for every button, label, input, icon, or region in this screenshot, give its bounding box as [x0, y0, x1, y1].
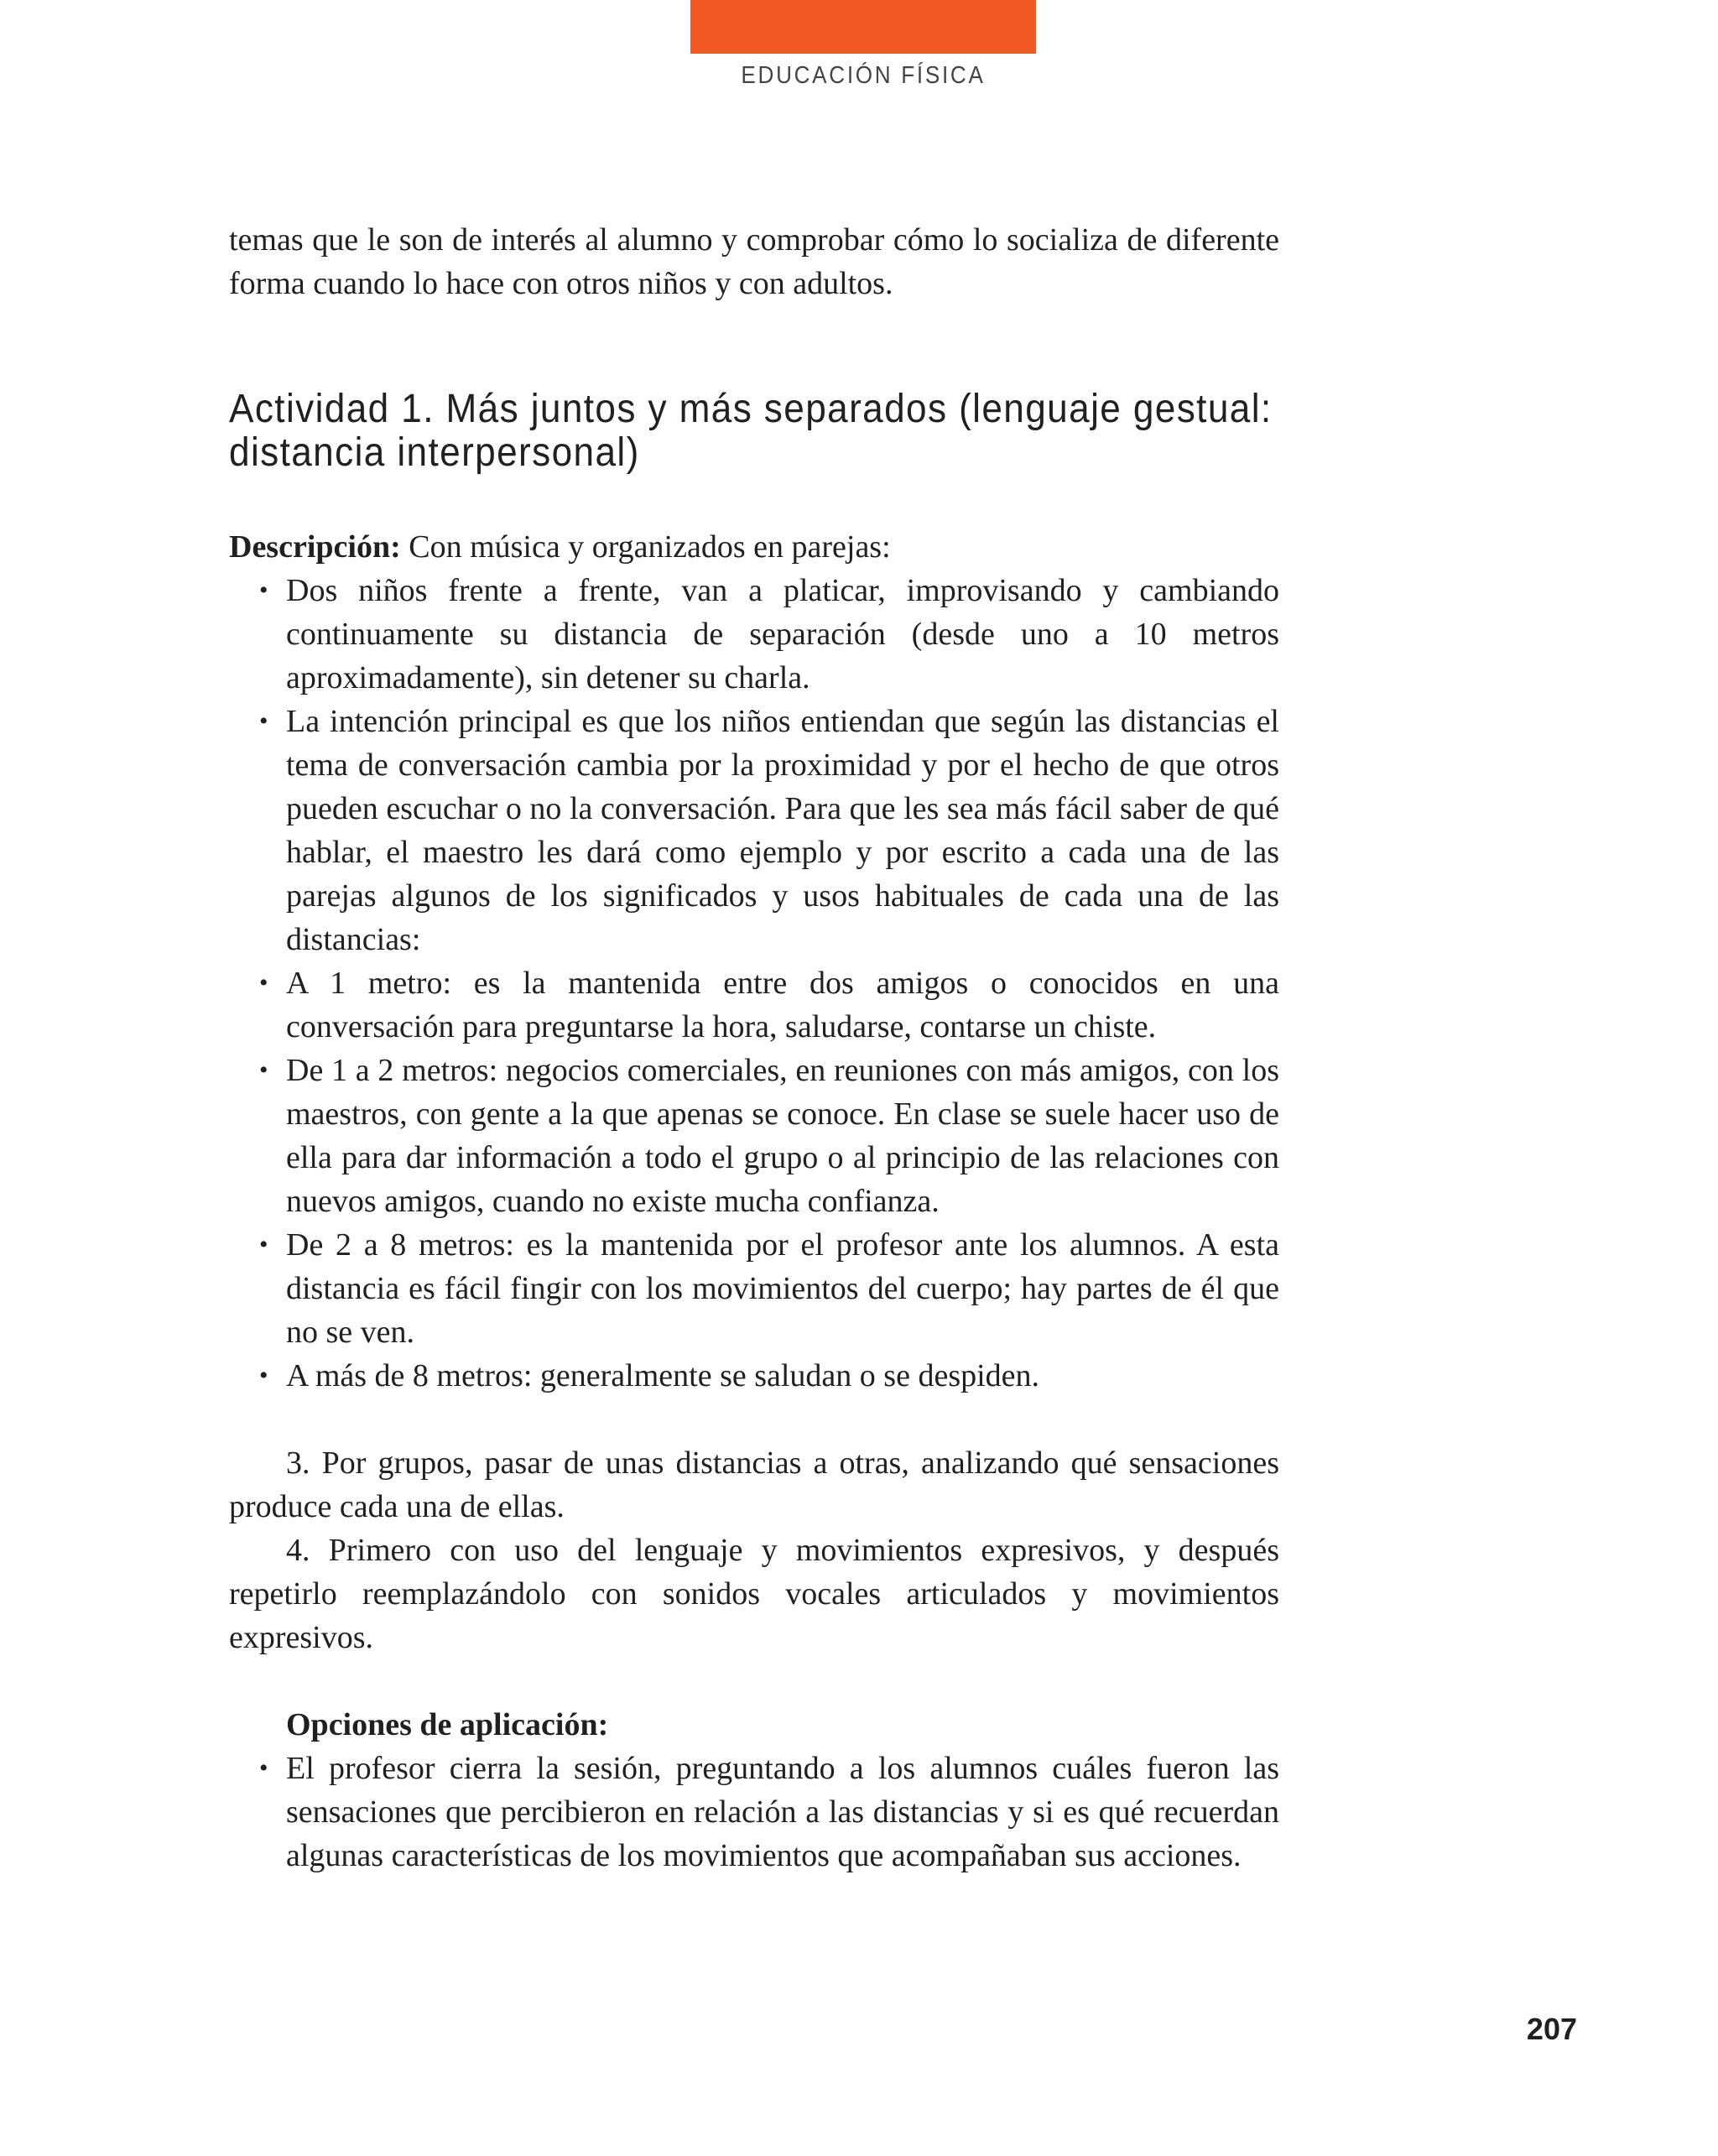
bullet-icon: • — [259, 1056, 268, 1084]
step-3: 3. Por grupos, pasar de unas distancias a otras, analizando qué sensaciones produce cada una de ellas. — [229, 1445, 1279, 1524]
page-number: 207 — [1526, 2012, 1577, 2046]
activity-title: Actividad 1. Más juntos y más separados (lenguaje gestual: distancia interpersonal) — [229, 387, 1273, 475]
options-title: Opciones de aplicación: — [286, 1707, 609, 1742]
description-text: Con música y organizados en parejas: — [400, 529, 891, 565]
bullet-icon: • — [259, 1231, 268, 1258]
list-item-text: A 1 metro: es la mantenida entre dos amigos o conocidos en una conversación para preguntarse la hora, saludarse, contarse un chiste. — [286, 966, 1279, 1044]
steps-section — [229, 1441, 1279, 1659]
bullet-icon: • — [259, 576, 268, 604]
bullet-icon: • — [259, 1754, 268, 1782]
header-accent-bar — [690, 0, 1036, 54]
list-item — [229, 700, 1279, 961]
description-label: Descripción: — [229, 529, 401, 565]
description-bullet-list — [229, 569, 1279, 1398]
list-item — [229, 1747, 1279, 1877]
list-item-text: La intención principal es que los niños entiendan que según las distancias el tema de conversación cambia por la proximidad y por el hecho de que otros pueden escuchar o no la conversación. Para que les sea más fácil saber de qué hablar, el maestro les dará como ejemplo y por escrito a cada una de las parejas algunos de los significados y usos habituales de cada una de las distancias: — [286, 704, 1279, 957]
step-4: 4. Primero con uso del lenguaje y movimientos expresivos, y después repetirlo reemplazándolo con sonidos vocales articulados y movimientos expresivos. — [229, 1533, 1279, 1655]
list-item — [229, 1223, 1279, 1354]
list-item-text: De 1 a 2 metros: negocios comerciales, en reuniones con más amigos, con los maestros, con gente a la que apenas se conoce. En clase se suele hacer uso de ella para dar información a todo el grupo o al principio de las relaciones con nuevos amigos, cuando no existe mucha confianza. — [286, 1053, 1279, 1219]
list-item-text: A más de 8 metros: generalmente se saludan o se despiden. — [286, 1358, 1040, 1393]
bullet-icon: • — [259, 969, 268, 997]
running-header: EDUCACIÓN FÍSICA — [741, 62, 986, 89]
list-item — [229, 569, 1279, 700]
options-bullet-list — [229, 1747, 1279, 1877]
list-item — [229, 1354, 1279, 1398]
intro-paragraph: temas que le son de interés al alumno y comprobar cómo lo socializa de diferente forma cuando lo hace con otros niños y con adultos. — [229, 222, 1279, 301]
bullet-icon: • — [259, 707, 268, 735]
list-item — [229, 961, 1279, 1049]
list-item-text: Dos niños frente a frente, van a platicar, improvisando y cambiando continuamente su distancia de separación (desde uno a 10 metros aproximadamente), sin detener su charla. — [286, 573, 1279, 695]
description-line — [229, 525, 1279, 569]
page-content — [229, 218, 1279, 1877]
list-item-text: De 2 a 8 metros: es la mantenida por el profesor ante los alumnos. A esta distancia es fácil fingir con los movimientos del cuerpo; hay partes de él que no se ven. — [286, 1227, 1279, 1350]
bullet-icon: • — [259, 1362, 268, 1389]
list-item — [229, 1049, 1279, 1223]
list-item-text: El profesor cierra la sesión, preguntando a los alumnos cuáles fueron las sensaciones que percibieron en relación a las distancias y si es qué recuerdan algunas características de los movimientos que acompañaban sus acciones. — [286, 1751, 1279, 1873]
